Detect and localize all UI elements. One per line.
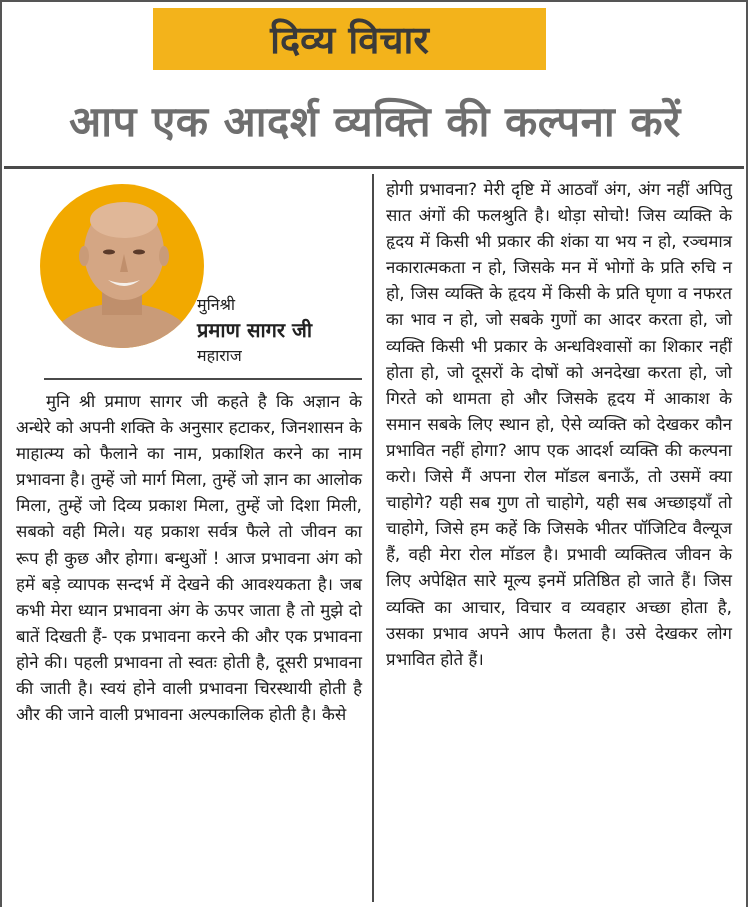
section-banner: दिव्य विचार: [153, 8, 546, 70]
article-left-column: मुनि श्री प्रमाण सागर जी कहते है कि अज्ञान के अन्धेरे को अपनी शक्ति के अनुसार हटाकर, जिनशासन के माहात्म्य को फैलाने का नाम, प्रकाशित करने का नाम प्रभावना है। तुम्हें जो मार्ग मिला, तुम्हें जो ज्ञान का आलोक मिला, तुम्हें जो दिव्य प्रकाश मिला, तुम्हें जो दिशा मिली, सबको वही मिले। यह प्रकाश सर्वत्र फैले तो जीवन का रूप ही कुछ और होगा। बन्धुओं ! आज प्रभावना अंग को हमें बड़े व्यापक सन्दर्भ में देखने की आवश्यकता है। जब कभी मेरा ध्यान प्रभावना अंग के ऊपर जाता है तो मुझे दो बातें दिखती हैं- एक प्रभावना करने की और एक प्रभावना होने की। पहली प्रभावना तो स्वतः होती है, दूसरी प्रभावना की जाती है। स्वयं होने वाली प्रभावना चिरस्थायी होती है और की जाने वाली प्रभावना अल्पकालिक होती है। कैसे: [16, 391, 362, 725]
author-name: प्रमाण सागर जी: [197, 318, 313, 342]
author-portrait: [38, 180, 206, 352]
article-headline: आप एक आदर्श व्यक्ति की कल्पना करें: [69, 96, 681, 146]
author-prefix: मुनिश्री: [197, 295, 236, 314]
column-divider: [372, 174, 374, 902]
byline-divider: [44, 378, 362, 380]
author-byline: [197, 294, 367, 368]
article-right-column: होगी प्रभावना? मेरी दृष्टि में आठवाँ अंग, अंग नहीं अपितु सात अंगों की फलश्रुति है। थोड़ा सोचो! जिस व्यक्ति के हृदय में किसी भी प्रकार की शंका या भय न हो, रञ्चमात्र नकारात्मकता न हो, जिसके मन में भोगों के प्रति रुचि न हो, जिस व्यक्ति के हृदय में किसी के प्रति घृणा व नफरत का भाव न हो, जो सबके गुणों का आदर करता हो, जो व्यक्ति किसी भी प्रकार के अन्धविश्वासों का शिकार नहीं होता हो, जो दूसरों के दोषों को अनदेखा करता हो, जो गिरते को थामता हो और जिसके हृदय में आकाश के समान सबके लिए स्थान हो, ऐसे व्यक्ति को देखकर कौन प्रभावित नहीं होगा? आप एक आदर्श व्यक्ति की कल्पना करो। जिसे मैं अपना रोल मॉडल बनाऊँ, तो उसमें क्या चाहोगे? यही सब गुण तो चाहोगे, यही सब अच्छाइयाँ तो चाहोगे, जिसे हम कहें कि जिसके भीतर पॉजिटिव वैल्यूज हैं, वही मेरा रोल मॉडल है। प्रभावी व्यक्तित्व जीवन के लिए अपेक्षित सारे मूल्य इनमें प्रतिष्ठित हो जाते हैं। जिस व्यक्ति का आचार, विचार व व्यवहार अच्छा होता है, उसका प्रभाव अपने आप फैलता है। उसे देखकर लोग प्रभावित होते हैं।: [386, 179, 732, 669]
author-suffix: महाराज: [197, 346, 242, 365]
headline-divider: [4, 166, 744, 169]
